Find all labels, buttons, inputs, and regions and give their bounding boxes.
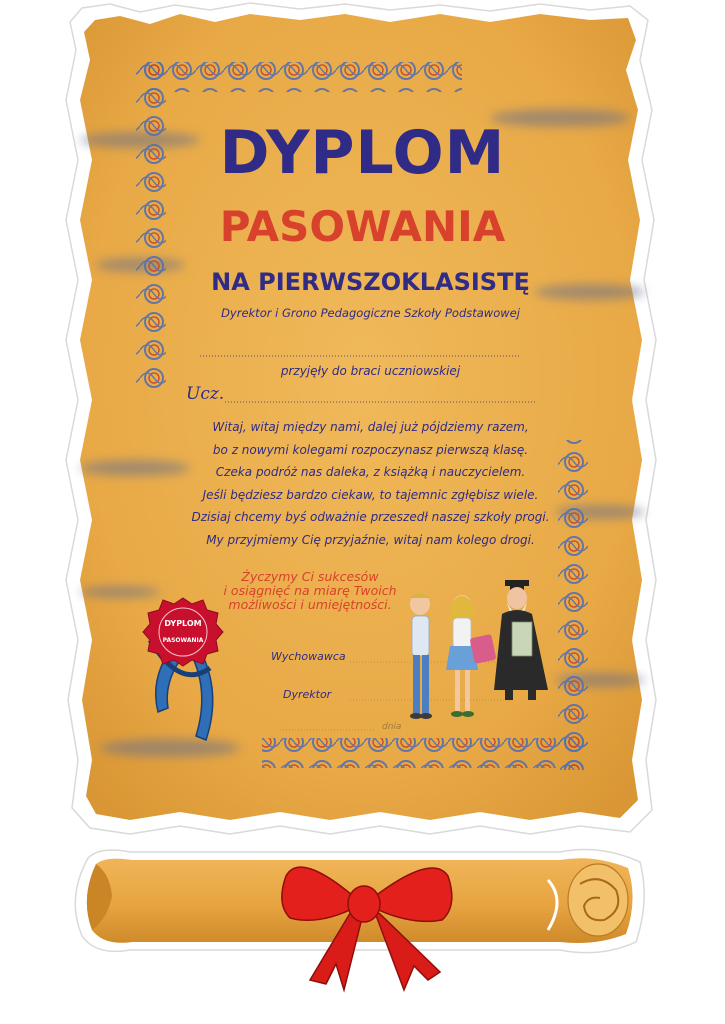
wish-line: i osiągnięć na miarę Twoich xyxy=(223,583,397,598)
date-label: dnia xyxy=(382,722,402,732)
accepted-text: przyjęły do braci uczniowskiej xyxy=(280,364,461,378)
poem-line: My przyjmiemy Cię przyjaźnie, witaj nam kolego drogi. xyxy=(206,533,535,547)
poem-line: Dzisiaj chcemy byś odważnie przeszedł naszej szkoły progi. xyxy=(191,510,550,524)
wish-line: Życzymy Ci sukcesów xyxy=(241,569,379,584)
seal-text-top: DYPLOM xyxy=(164,619,202,628)
teacher-label: Wychowawca xyxy=(271,650,346,663)
seal-text-bottom: PASOWANIA xyxy=(162,637,204,644)
wishes-block xyxy=(190,570,430,612)
poem-line: Czeka podróż nas daleka, z książką i nauczycielem. xyxy=(215,465,526,479)
director-label: Dyrektor xyxy=(283,688,332,701)
student-label: Ucz. xyxy=(186,384,225,404)
poem-line: Witaj, witaj między nami, dalej już pójdziemy razem, xyxy=(212,420,529,434)
poem-line: Jeśli będziesz bardzo ciekaw, to tajemnic zgłębisz wiele. xyxy=(202,488,539,502)
diploma-subtitle: PASOWANIA xyxy=(219,202,506,251)
issuer-text: Dyrektor i Grono Pedagogiczne Szkoły Podstawowej xyxy=(221,306,520,320)
diploma-subtitle-2: NA PIERWSZOKLASISTĘ xyxy=(211,268,530,296)
wish-line: możliwości i umiejętności. xyxy=(228,597,392,612)
poem-line: bo z nowymi kolegami rozpoczynasz pierwszą klasę. xyxy=(212,443,529,457)
diploma-title: DYPLOM xyxy=(219,118,506,188)
